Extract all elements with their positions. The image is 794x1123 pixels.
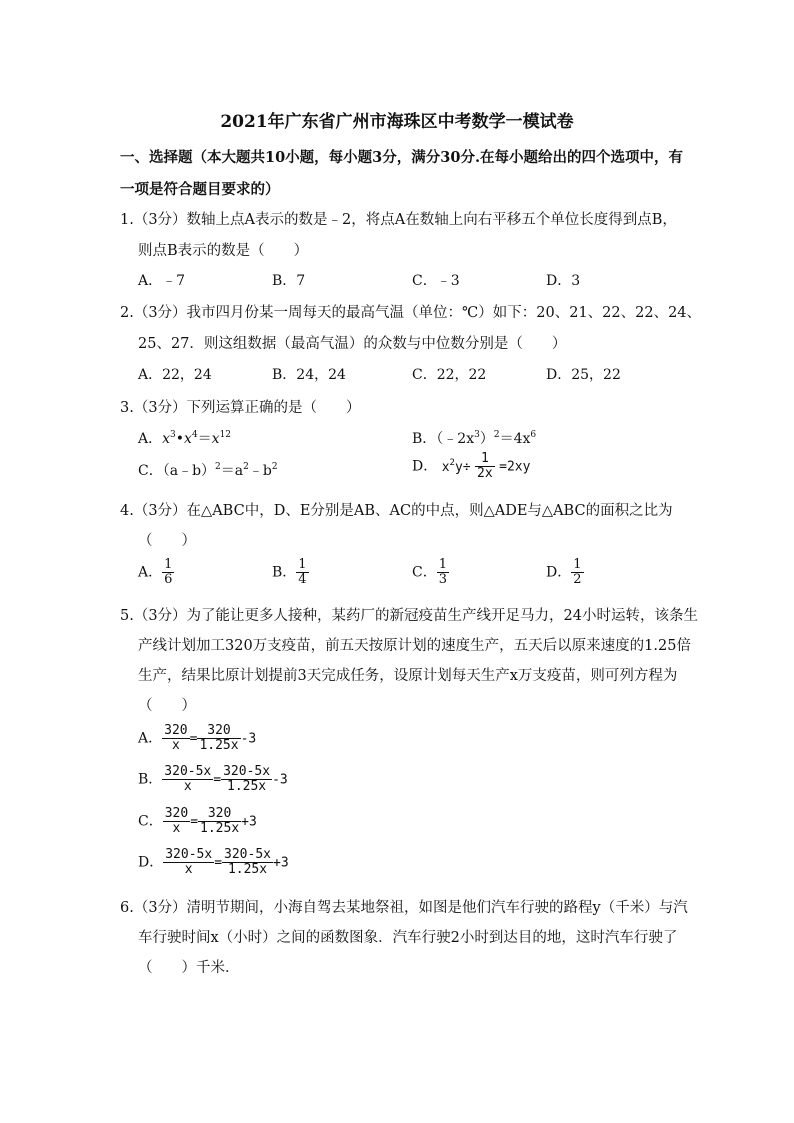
q6-stem-line2: 车行驶时间x（小时）之间的函数图象．汽车行驶2小时到达目的地，这时汽车行驶了 (138, 930, 678, 946)
q2-option-a: A．22，24 (138, 367, 212, 383)
q5-option-b: B． $\frac{320-5x}{x}$ = $\frac{320-5x}{1.25x}$ -3 (138, 764, 288, 794)
q4-stem-line1: 4.（3分）在△ABC中，D、E分别是AB、AC的中点，则△ADE与△ABC的面积之比为 (120, 503, 673, 519)
q5-stem-line2: 产线计划加工320万支疫苗，前五天按原计划的速度生产，五天后以原来速度的1.25倍 (138, 638, 691, 654)
q2-stem-line1: 2.（3分）我市四月份某一周每天的最高气温（单位：℃）如下：20、21、22、22、24、 (120, 305, 702, 321)
section-heading-line1: 一、选择题（本大题共10小题，每小题3分，满分30分.在每小题给出的四个选项中，有 (120, 149, 683, 166)
q1-stem-line1: 1.（3分）数轴上点A表示的数是﹣2，将点A在数轴上向右平移五个单位长度得到点B， (120, 212, 677, 228)
q2-option-b: B．24，24 (272, 367, 346, 383)
q1-stem-line2: 则点B表示的数是（ ） (138, 243, 309, 259)
q1-option-d: D．3 (546, 273, 581, 289)
q4-option-c: C． $\frac{1}{3}$ (412, 557, 447, 587)
q6-stem-line3: （ ）千米． (138, 960, 240, 976)
q5-option-a: A． $\frac{320}{x}$ = $\frac{320}{1.25x}$ -3 (138, 723, 257, 753)
q6-stem-line1: 6.（3分）清明节期间，小海自驾去某地祭祖，如图是他们汽车行驶的路程y（千米）与汽 (120, 900, 688, 916)
q3-option-b: B．$(﹣2x^3)^2=4x^6$ (412, 430, 537, 447)
q5-stem-line4: （ ） (138, 698, 196, 714)
q2-option-d: D．25，22 (546, 367, 621, 383)
q5-stem-line3: 生产，结果比原计划提前3天完成任务，设原计划每天生产x万支疫苗，则可列方程为 (138, 668, 678, 684)
q3-option-a: A．$x^3•x^4=x^{12}$ (138, 430, 232, 447)
section-heading-line2: 一项是符合题目要求的） (120, 181, 280, 198)
q3-stem: 3.（3分）下列运算正确的是（ ） (120, 400, 361, 416)
q1-option-b: B．7 (272, 273, 306, 289)
q4-stem-line2: （ ） (138, 533, 196, 549)
q1-option-a: A．﹣7 (138, 273, 186, 289)
q4-option-a: A． $\frac{1}{6}$ (138, 557, 173, 587)
q3-option-c: C．$(a﹣b)^2=a^2﹣b^2$ (138, 462, 278, 479)
q5-option-c: C． $\frac{320}{x}$ = $\frac{320}{1.25x}$ +3 (138, 806, 257, 836)
q1-option-c: C．﹣3 (412, 273, 460, 289)
q3-d-fraction: $\frac{1}{2x}$ (477, 451, 493, 481)
q4-option-b: B． $\frac{1}{4}$ (272, 557, 307, 587)
q5-stem-line1: 5.（3分）为了能让更多人接种，某药厂的新冠疫苗生产线开足马力，24小时运转，该条生 (120, 608, 699, 624)
q5-option-d: D． $\frac{320-5x}{x}$ = $\frac{320-5x}{1.25x}$ +3 (138, 847, 289, 877)
q2-option-c: C．22，22 (412, 367, 487, 383)
q3-option-d: D． $x^2y\div$ $\frac{1}{2x}$ =2xy (412, 451, 531, 481)
page-title: 2021年广东省广州市海珠区中考数学一模试卷 (220, 112, 574, 132)
q4-option-d: D． $\frac{1}{2}$ (546, 557, 582, 587)
q2-stem-line2: 25、27．则这组数据（最高气温）的众数与中位数分别是（ ） (138, 336, 567, 352)
